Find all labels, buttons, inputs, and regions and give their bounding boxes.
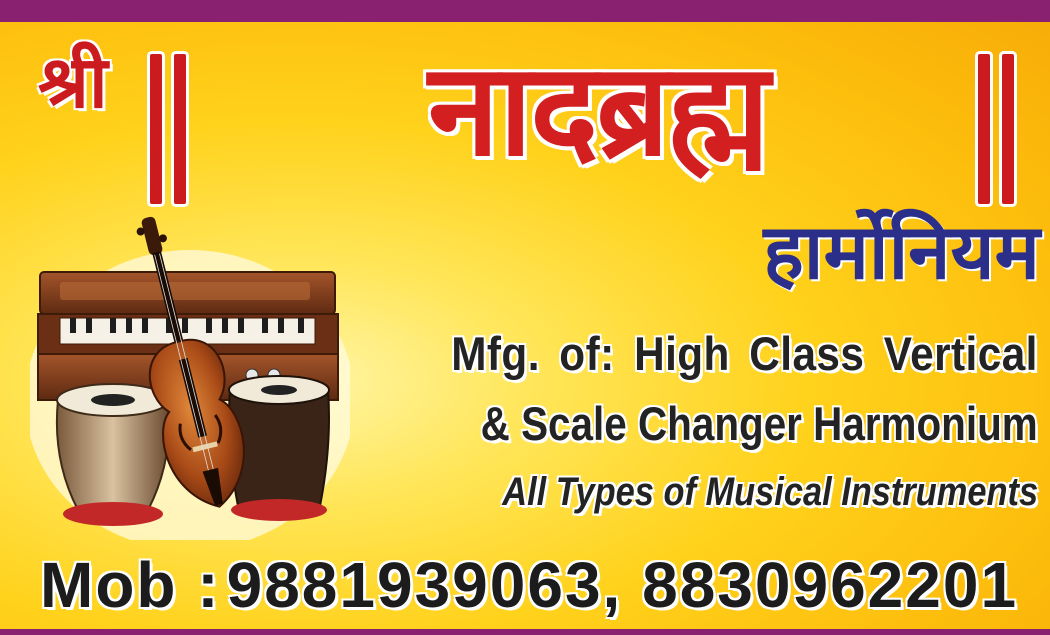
brand-name: नादब्रह्म [428, 36, 768, 185]
top-band [0, 0, 1050, 22]
manufacturing-line: Mfg. of: High Class Vertical [451, 327, 1038, 380]
harmonium-subtitle: हार्मोनियम [763, 207, 1040, 296]
bottom-band [0, 629, 1050, 635]
shri-prefix: श्री [38, 39, 108, 124]
harmonium-type-line: & Scale Changer Harmonium [480, 397, 1038, 450]
instruments-line: All Types of Musical Instruments [502, 470, 1038, 514]
instruments-illustration [30, 210, 350, 540]
mobile-label: Mob : [40, 549, 221, 621]
mobile-contact [40, 548, 1040, 622]
double-danda-left [150, 54, 190, 204]
title-row [38, 36, 1038, 215]
double-danda-right [978, 54, 1018, 204]
mobile-numbers[interactable]: 9881939063, 8830962201 [226, 549, 1019, 621]
